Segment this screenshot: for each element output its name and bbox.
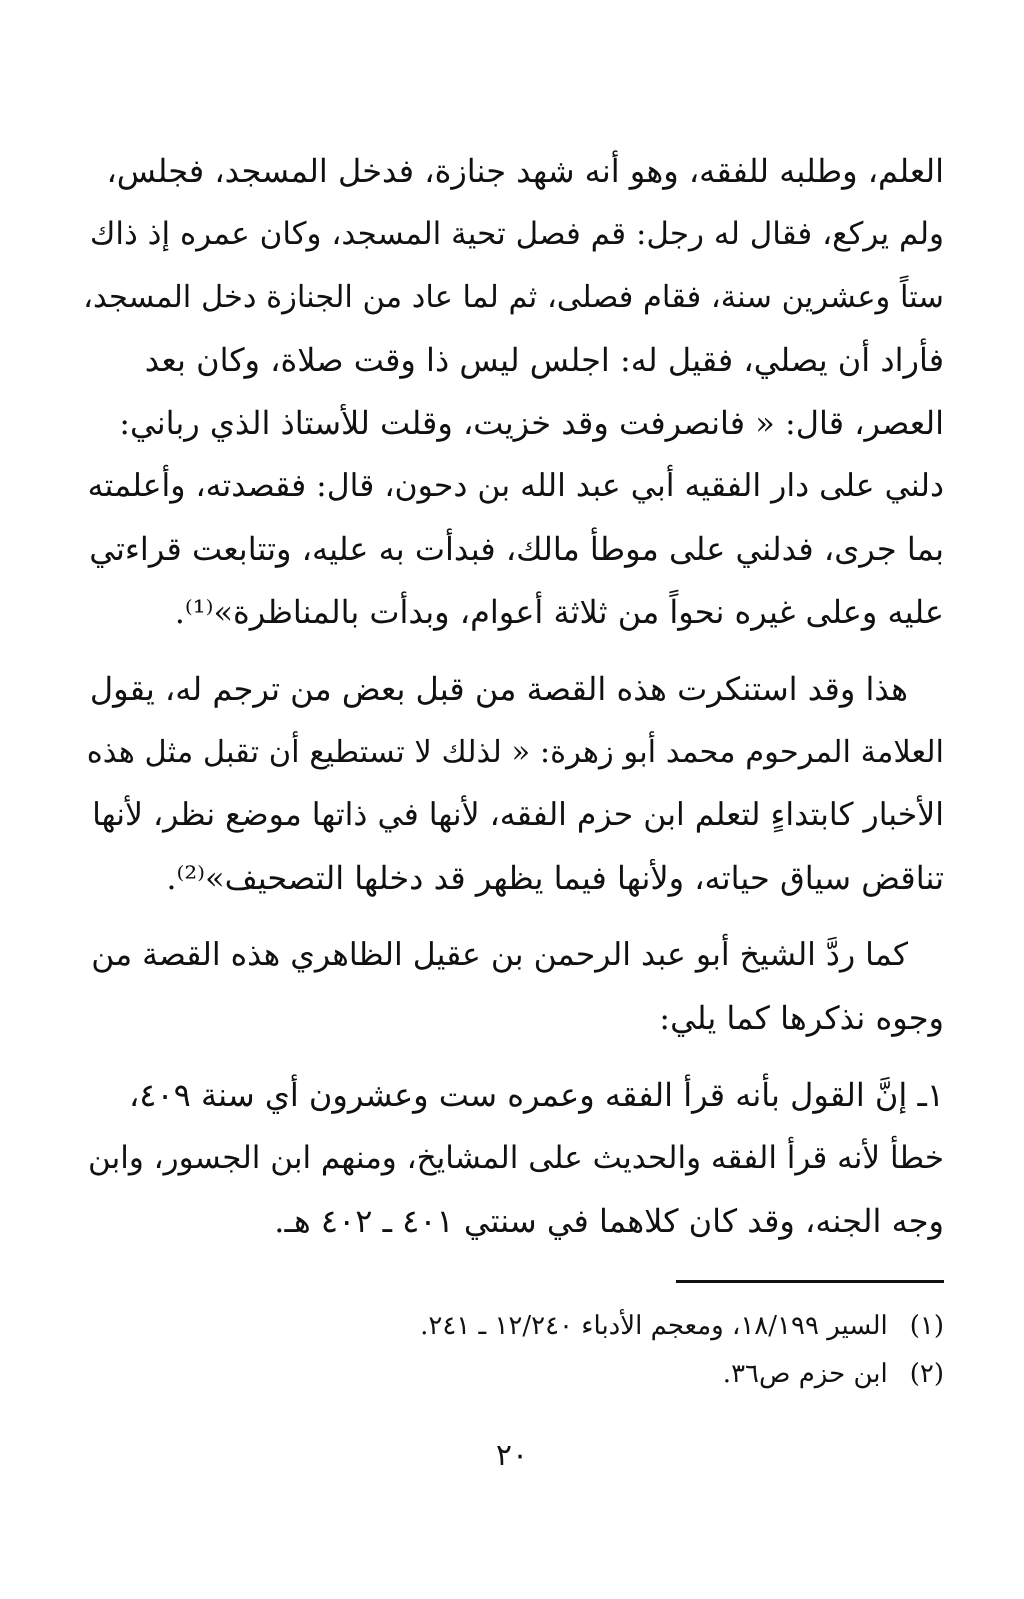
text-line: خطأ لأنه قرأ الفقه والحديث على المشايخ، ومنهم ابن الجسور، وابن — [88, 1140, 944, 1176]
footnote-number: (٢) — [909, 1359, 944, 1389]
footnote-number: (١) — [909, 1311, 944, 1341]
text-line: العلم، وطلبه للفقه، وهو أنه شهد جنازة، فدخل المسجد، فجلس، — [106, 152, 944, 190]
footnote-separator — [676, 1280, 944, 1283]
footnote-text: السير ١٨/١٩٩، ومعجم الأدباء ١٢/٢٤٠ ـ ٢٤١. — [420, 1311, 888, 1341]
text-line: وجوه نذكرها كما يلي: — [659, 999, 944, 1037]
footnote-2 — [80, 1350, 944, 1398]
text-line: العلامة المرحوم محمد أبو زهرة: « لذلك لا تستطيع أن تقبل مثل هذه — [86, 735, 944, 770]
text-line: ولم يركع، فقال له رجل: قم فصل تحية المسجد، وكان عمره إذ ذاك — [89, 216, 944, 252]
paragraph-4 — [80, 1064, 944, 1253]
text-line: دلني على دار الفقيه أبي عبد الله بن دحون، قال: فقصدته، وأعلمته — [87, 468, 944, 504]
paragraph-1 — [80, 140, 944, 644]
footnote-text: ابن حزم ص٣٦. — [722, 1359, 888, 1389]
paragraph-gap — [80, 644, 944, 658]
paragraph-3 — [80, 924, 944, 1050]
text-line: ١ـ إنَّ القول بأنه قرأ الفقه وعمره ست وعشرون أي سنة ٤٠٩، — [128, 1076, 944, 1114]
main-text — [80, 140, 944, 1253]
text-line: هذا وقد استنكرت هذه القصة من قبل بعض من ترجم له، يقول — [89, 670, 908, 708]
text-line: الأخبار كابتداءٍ لتعلم ابن حزم الفقه، لأنها في ذاتها موضع نظر، لأنها — [92, 797, 944, 833]
text-line: بما جرى، فدلني على موطأ مالك، فبدأت به عليه، وتتابعت قراءتي — [89, 530, 944, 568]
text-line: ستاً وعشرين سنة، فقام فصلى، ثم لما عاد من الجنازة دخل المسجد، — [83, 280, 944, 315]
text-line: عليه وعلى غيره نحواً من ثلاثة أعوام، وبدأت بالمناظرة»⁽¹⁾. — [174, 593, 944, 631]
text-line: وجه الجنه، وقد كان كلاهما في سنتي ٤٠١ ـ ٤٠٢ هـ. — [274, 1202, 944, 1240]
text-line: فأراد أن يصلي، فقيل له: اجلس ليس ذا وقت صلاة، وكان بعد — [144, 341, 944, 379]
paragraph-gap — [80, 1050, 944, 1064]
text-line: العصر، قال: « فانصرفت وقد خزيت، وقلت للأستاذ الذي رباني: — [119, 404, 944, 442]
footnotes — [80, 1302, 944, 1398]
paragraph-gap — [80, 910, 944, 924]
footnote-1 — [80, 1302, 944, 1350]
page-number: ٢٠ — [495, 1438, 529, 1473]
text-line: كما ردَّ الشيخ أبو عبد الرحمن بن عقيل الظاهري هذه القصة من — [91, 937, 908, 973]
text-line: تناقض سياق حياته، ولأنها فيما يظهر قد دخلها التصحيف»⁽²⁾. — [166, 859, 944, 897]
paragraph-2 — [80, 658, 944, 910]
